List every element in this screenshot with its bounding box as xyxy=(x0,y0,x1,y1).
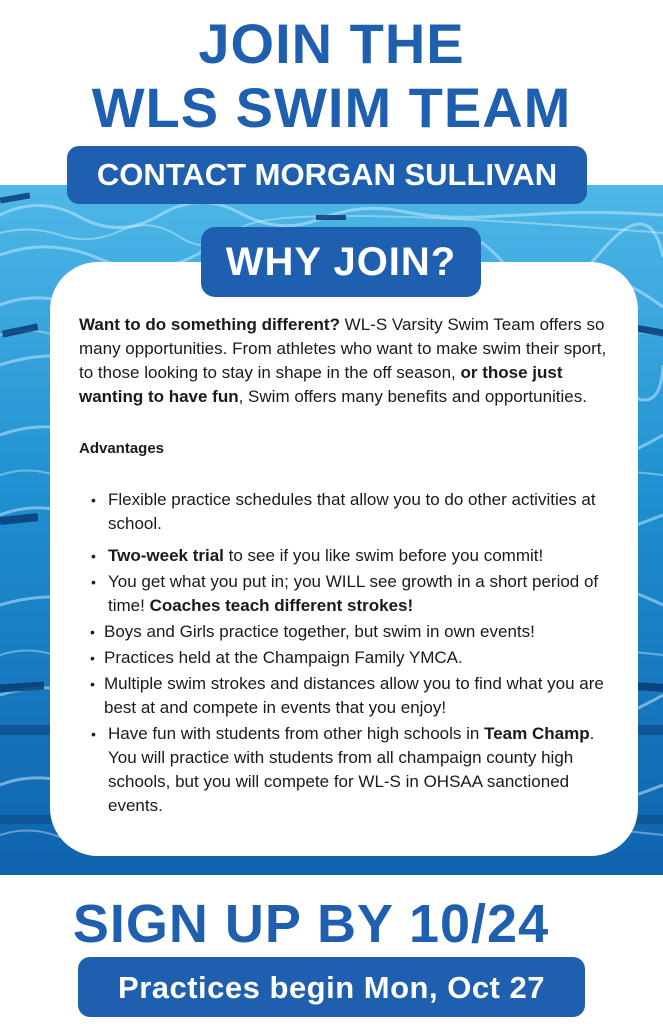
intro-paragraph xyxy=(79,313,614,409)
list-item xyxy=(79,488,614,536)
signup-deadline: SIGN UP BY 10/24 xyxy=(72,894,550,954)
intro-text-2: , Swim offers many benefits and opportunities. xyxy=(238,387,587,406)
list-item-text: to see if you like swim before you commit! xyxy=(223,546,544,565)
list-item xyxy=(79,620,614,644)
why-join-card xyxy=(50,262,638,856)
bullet-icon: • xyxy=(90,624,95,640)
bullet-icon: • xyxy=(91,574,96,590)
list-item-bold: Team Champ xyxy=(484,724,590,743)
list-item xyxy=(79,672,614,720)
list-item-text: Multiple swim strokes and distances allow you to find what you are best at and compete in events that you enjoy! xyxy=(104,674,604,717)
bullet-icon: • xyxy=(91,492,96,508)
list-item xyxy=(79,544,614,568)
list-item-text: Practices held at the Champaign Family YMCA. xyxy=(104,648,463,667)
list-item-text: Flexible practice schedules that allow you to do other activities at school. xyxy=(108,490,596,533)
intro-bold-fun: or those just wanting to have fun xyxy=(79,363,563,406)
advantages-list xyxy=(79,488,614,818)
list-item-text: You get what you put in; you WILL see growth in a short period of time! xyxy=(108,572,599,615)
bullet-icon: • xyxy=(90,676,95,692)
list-item xyxy=(79,722,614,818)
contact-banner: CONTACT MORGAN SULLIVAN xyxy=(67,146,587,204)
intro-text-1: WL-S Varsity Swim Team offers so many opportunities. From athletes who want to make swim their sport, to those looking to stay in shape in the off season, xyxy=(79,315,607,382)
bullet-icon: • xyxy=(90,650,95,666)
title-line-1: JOIN THE xyxy=(198,12,465,75)
list-item-text: . You will practice with students from all champaign county high schools, but you will compete for WL-S in OHSAA sanctioned events. xyxy=(108,724,595,815)
list-item-text: Have fun with students from other high schools in xyxy=(108,724,485,743)
list-item-bold: Two-week trial xyxy=(108,546,224,565)
intro-bold-question: Want to do something different? xyxy=(79,315,340,334)
why-join-heading: WHY JOIN? xyxy=(201,227,481,297)
bullet-icon: • xyxy=(91,726,96,742)
list-item-bold: Coaches teach different strokes! xyxy=(149,596,414,615)
bullet-icon: • xyxy=(91,548,96,564)
practices-banner: Practices begin Mon, Oct 27 xyxy=(78,957,585,1017)
list-item-text: Boys and Girls practice together, but swim in own events! xyxy=(104,622,535,641)
list-item xyxy=(79,570,614,618)
advantages-heading: Advantages xyxy=(79,440,165,457)
title-line-2: WLS SWIM TEAM xyxy=(91,76,572,139)
list-item xyxy=(79,646,614,670)
